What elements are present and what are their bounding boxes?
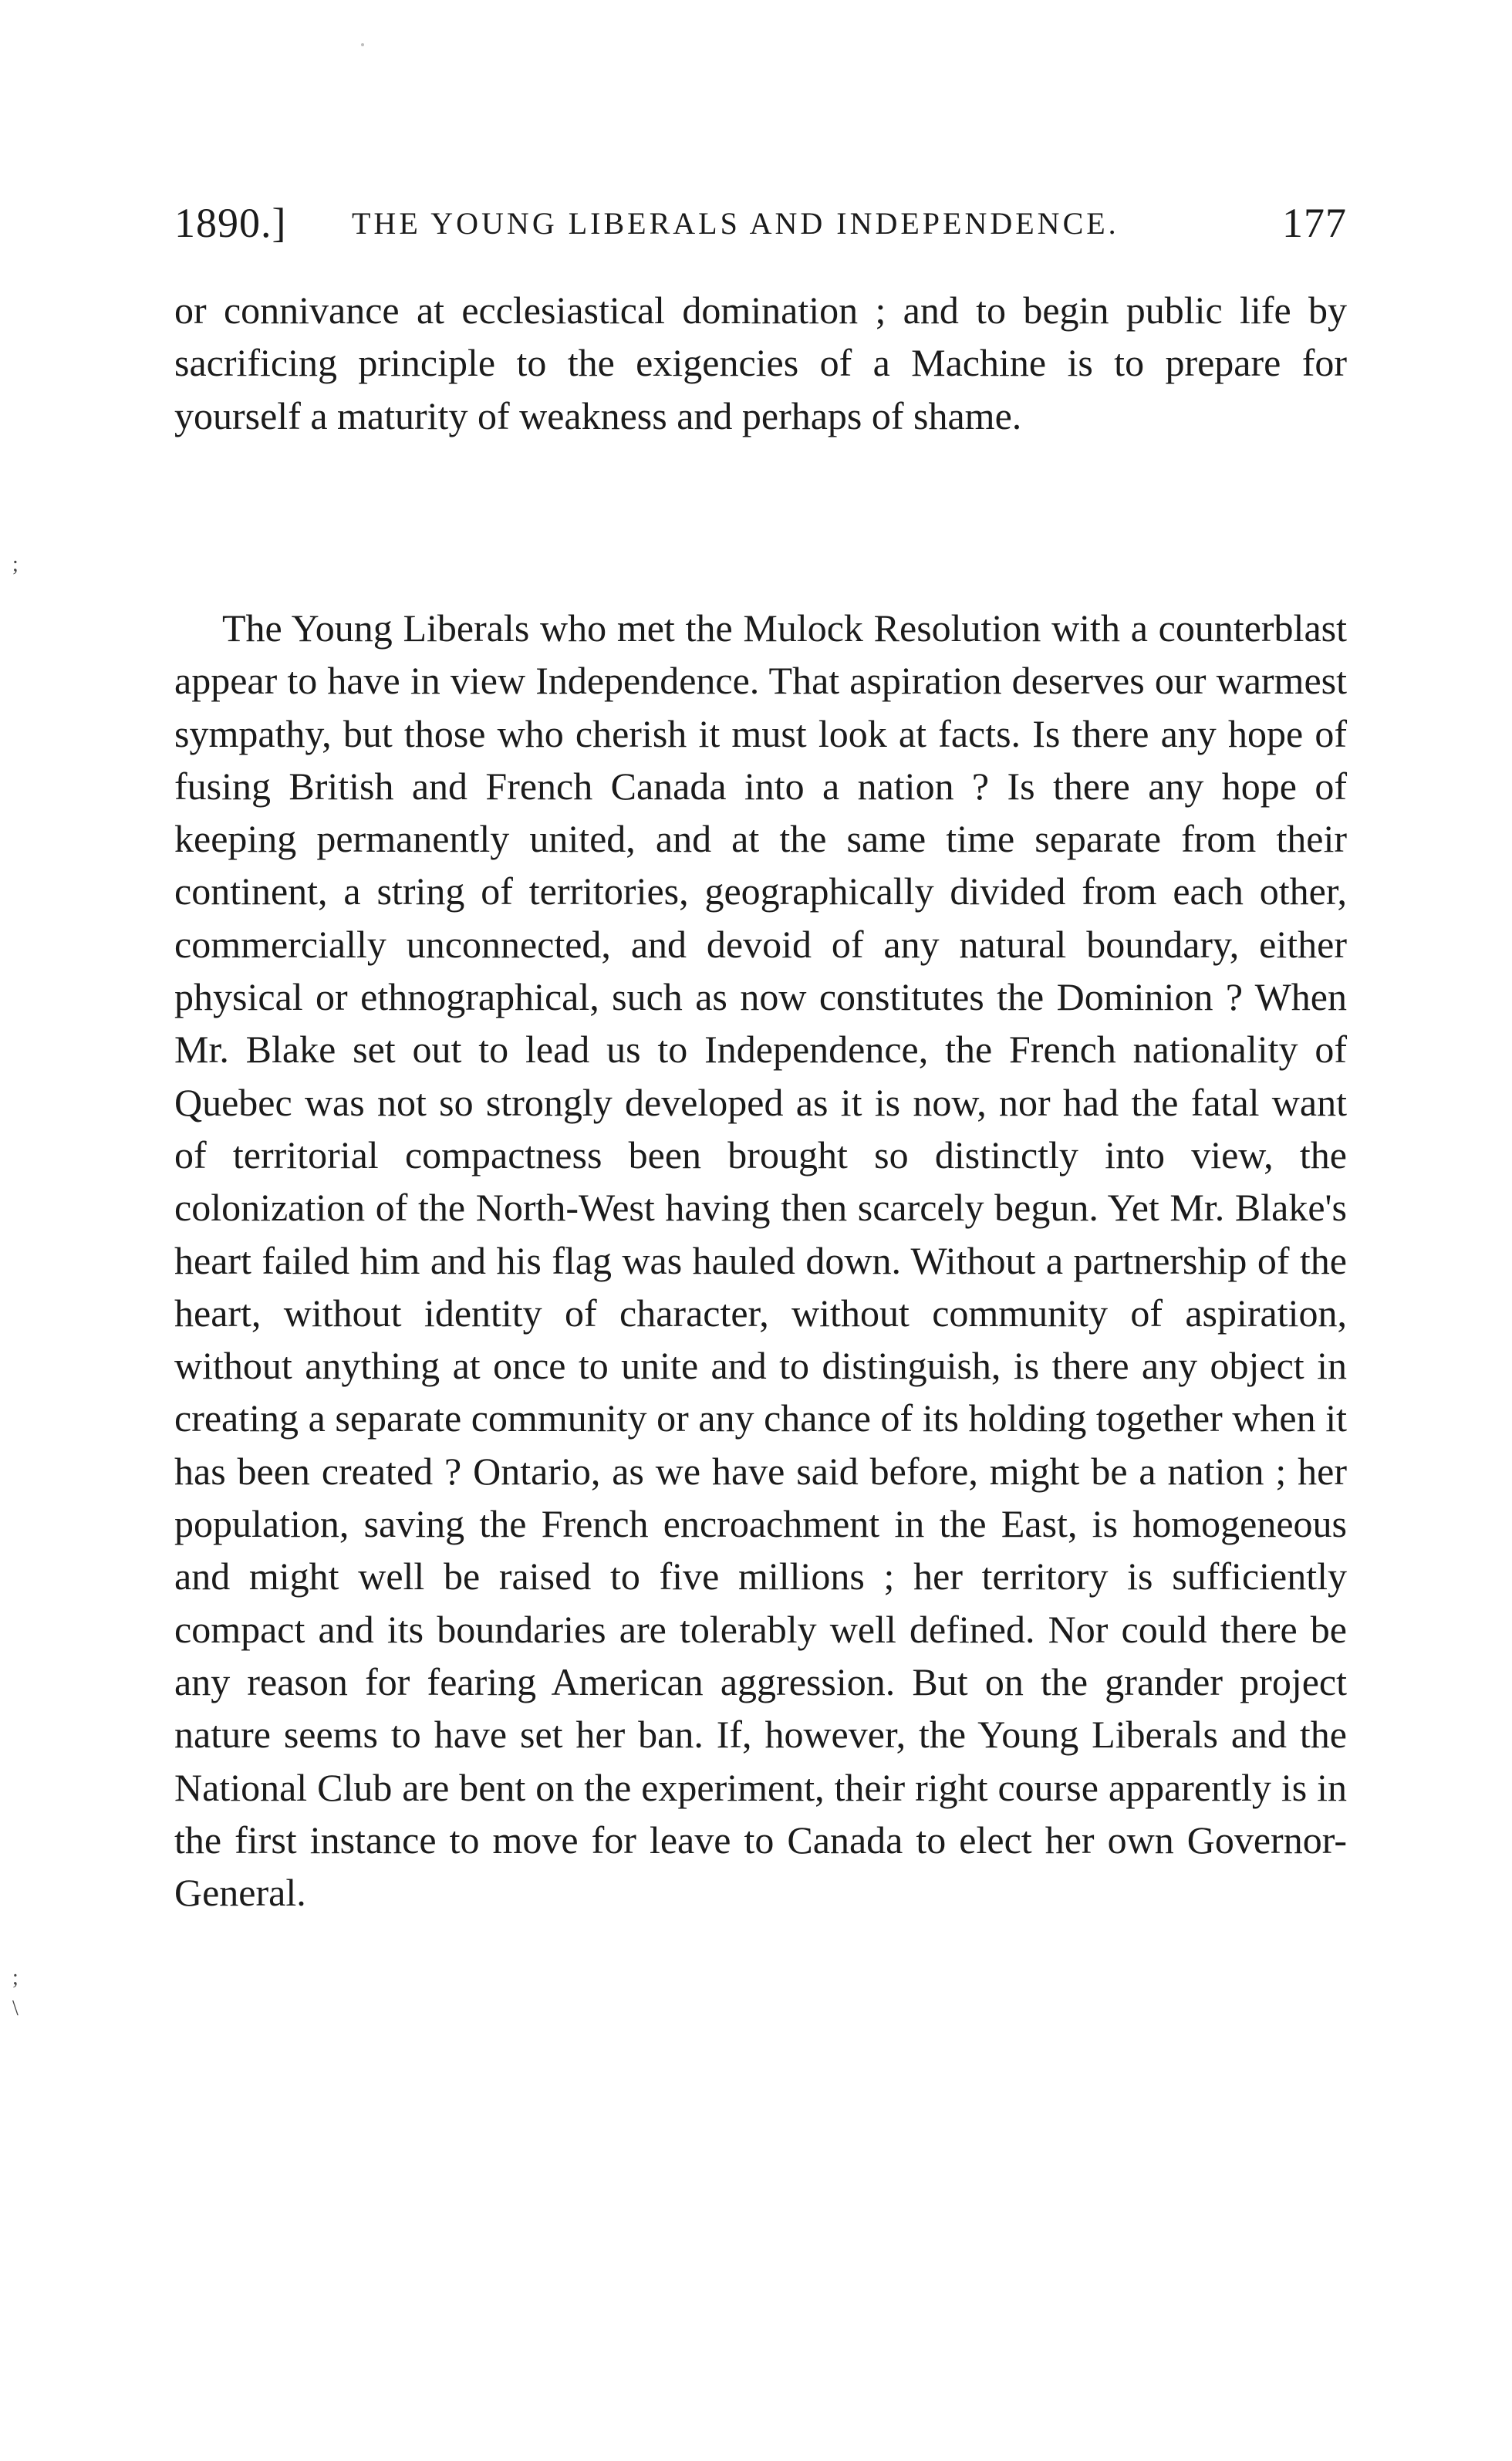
paragraph-main: The Young Liberals who met the Mulock Resolution with a counterblast appear to have in view Independence. That aspiration deserves our warmest sympathy, but those who cherish it must look at facts. Is there any hope of fusing British and French Canada into a nation ? Is there any hope of keeping permanently united, and at the same time separate from their continent, a string of territories, geographically divided from each other, commercially unconnected, and devoid of any natural boundary, either physical or ethnographical, such as now constitutes the Dominion ? When Mr. Blake set out to lead us to Independence, the French nationality of Quebec was not so strongly developed as it is now, nor had the fatal want of territorial compactness been brought so distinctly into view, the colonization of the North-West having then scarcely begun. Yet Mr. Blake's heart failed him and his flag was hauled down. Without a partnership of the heart, without identity of character, without community of aspiration, without anything at once to unite and to distinguish, is there any object in creating a separate community or any chance of its holding together when it has been created ? Ontario, as we have said before, might be a nation ; her population, saving the French encroachment in the East, is homogeneous and might well be raised to five millions ; her territory is sufficiently compact and its boundaries are tolerably well defined. Nor could there be any reason for fearing American aggression. But on the grander project nature seems to have set her ban. If, however, the Young Liberals and the National Club are bent on the experiment, their right course apparently is in the first instance to move for leave to Canada to elect her own Governor-General. <box>174 606 1347 1915</box>
margin-mark: ; <box>12 552 19 576</box>
running-head-year: 1890.] <box>174 200 287 246</box>
page-number: 177 <box>1282 200 1347 246</box>
running-head <box>174 199 1347 261</box>
paper-speck <box>361 43 364 46</box>
paragraph-continuation: or connivance at ecclesiastical domination ; and to begin public life by sacrificing principle to the exigencies of a Machine is to prepare for yourself a maturity of weakness and perhaps of shame. <box>174 289 1347 437</box>
margin-mark: ; <box>12 1966 19 1990</box>
margin-mark: \ <box>12 1997 19 2020</box>
running-head-title: THE YOUNG LIBERALS AND INDEPENDENCE. <box>352 206 1119 241</box>
